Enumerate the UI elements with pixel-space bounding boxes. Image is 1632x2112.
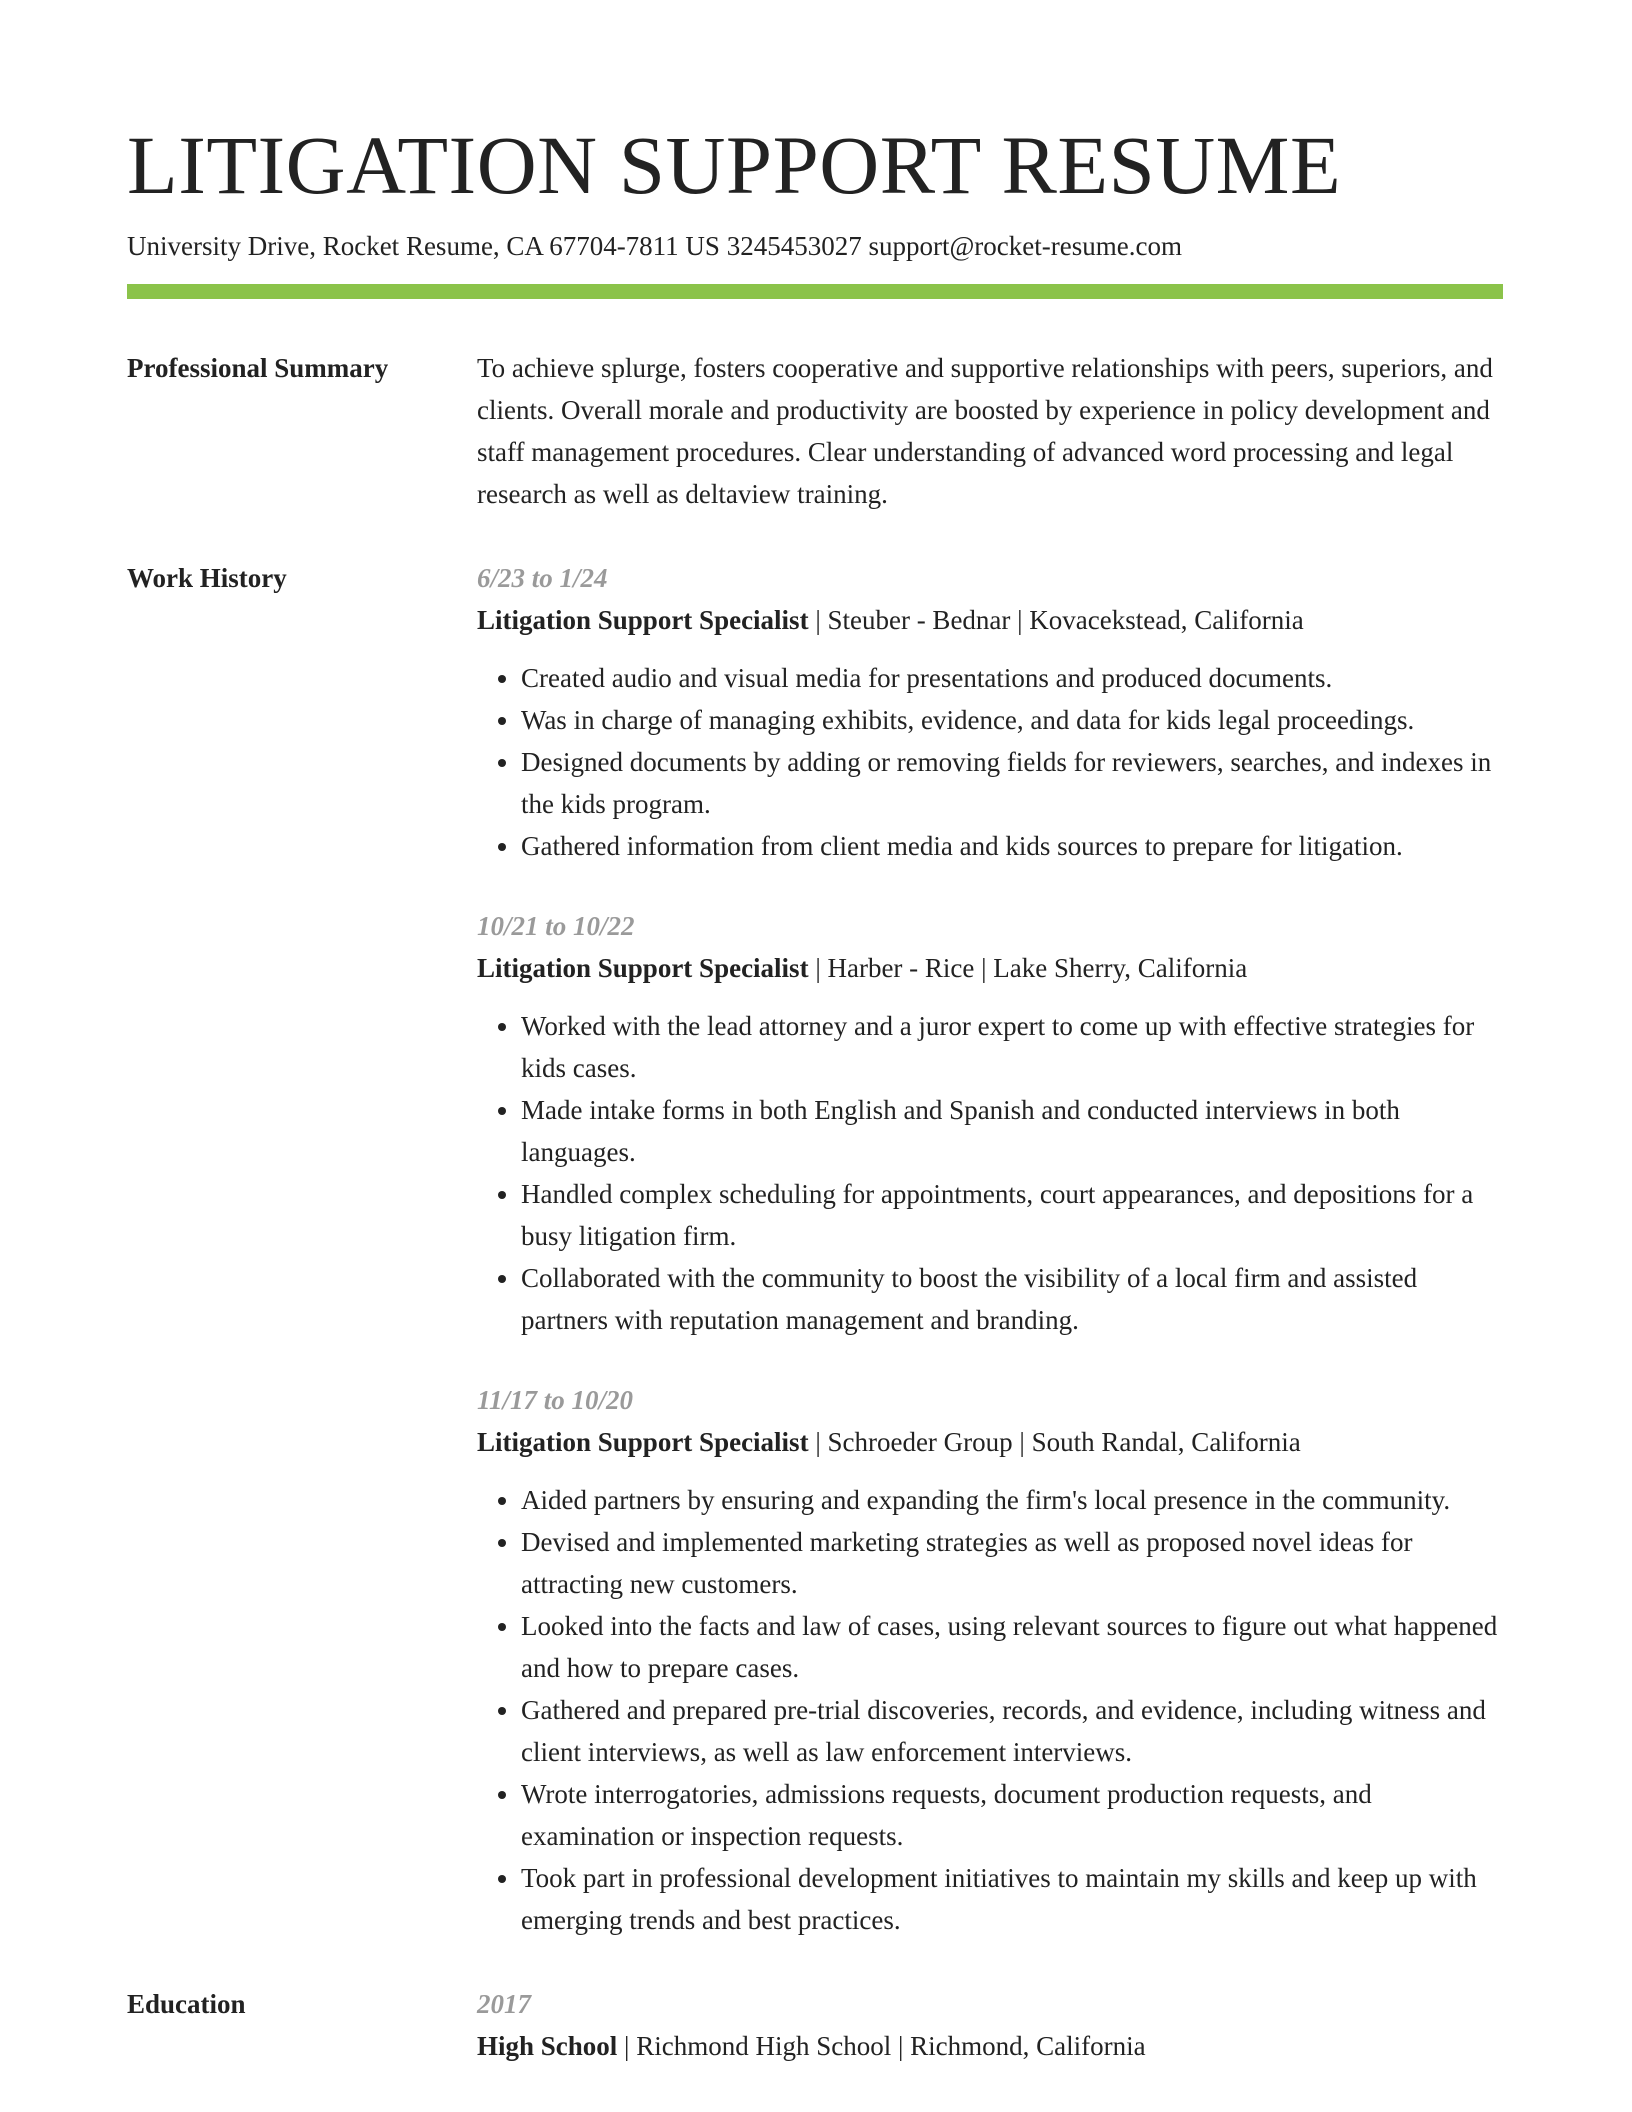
job-heading: [477, 947, 1505, 989]
accent-divider: [127, 284, 1503, 299]
job-bullet: • Designed documents by adding or removing fields for reviewers, searches, and indexes in the kids program.: [521, 741, 1505, 825]
job-bullet: • Looked into the facts and law of cases, using relevant sources to figure out what happened and how to prepare cases.: [521, 1605, 1505, 1689]
job-heading: [477, 599, 1505, 641]
education-heading: [477, 2025, 1505, 2067]
education-degree: High School: [477, 2031, 618, 2062]
job-bullet: • Made intake forms in both English and Spanish and conducted interviews in both languages.: [521, 1089, 1505, 1173]
job-employer-location: | Harber - Rice | Lake Sherry, California: [808, 953, 1248, 984]
job-bullet: • Was in charge of managing exhibits, evidence, and data for kids legal proceedings.: [521, 699, 1505, 741]
contact-line: University Drive, Rocket Resume, CA 67704-7811 US 3245453027 support@rocket-resume.com: [127, 231, 1182, 262]
job-entry: [477, 557, 1505, 867]
job-bullets: [477, 1005, 1505, 1341]
job-role: Litigation Support Specialist: [477, 605, 809, 636]
job-bullets: [477, 657, 1505, 867]
education-body: [477, 1983, 1505, 2067]
job-heading: [477, 1421, 1505, 1463]
education-year: 2017: [477, 1989, 531, 2020]
job-employer-location: | Schroeder Group | South Randal, California: [808, 1427, 1301, 1458]
summary-text: To achieve splurge, fosters cooperative and supportive relationships with peers, superiors, and clients. Overall morale and productivity are boosted by experience in policy development and staff management procedures. Clear understanding of advanced word processing and legal research as well as deltaview training.: [477, 353, 1493, 510]
job-bullet: • Gathered information from client media and kids sources to prepare for litigation.: [521, 825, 1505, 867]
summary-section: [127, 347, 1505, 515]
job-dates: 11/17 to 10/20: [477, 1385, 634, 1416]
education-section: [127, 1983, 1505, 2067]
job-bullet: • Devised and implemented marketing strategies as well as proposed novel ideas for attracting new customers.: [521, 1521, 1505, 1605]
resume-title: LITIGATION SUPPORT RESUME: [127, 119, 1342, 211]
work-history-section: [127, 557, 1505, 1941]
section-title-education: Education: [127, 1989, 246, 2020]
section-title-work-history: Work History: [127, 563, 287, 594]
job-role: Litigation Support Specialist: [477, 953, 809, 984]
summary-body: [477, 347, 1505, 515]
job-bullet: • Created audio and visual media for presentations and produced documents.: [521, 657, 1505, 699]
job-bullet: • Wrote interrogatories, admissions requests, document production requests, and examination or inspection requests.: [521, 1773, 1505, 1857]
job-bullet: • Took part in professional development initiatives to maintain my skills and keep up with emerging trends and best practices.: [521, 1857, 1505, 1941]
job-bullet: • Gathered and prepared pre-trial discoveries, records, and evidence, including witness and client interviews, as well as law enforcement interviews.: [521, 1689, 1505, 1773]
section-title-summary: Professional Summary: [127, 353, 389, 384]
job-bullet: • Worked with the lead attorney and a juror expert to come up with effective strategies for kids cases.: [521, 1005, 1505, 1089]
job-bullets: [477, 1479, 1505, 1941]
job-entry: [477, 1379, 1505, 1941]
job-employer-location: | Steuber - Bednar | Kovacekstead, California: [808, 605, 1304, 636]
job-dates: 10/21 to 10/22: [477, 911, 635, 942]
job-bullet: • Handled complex scheduling for appointments, court appearances, and depositions for a busy litigation firm.: [521, 1173, 1505, 1257]
education-school-location: | Richmond High School | Richmond, California: [617, 2031, 1146, 2062]
job-dates: 6/23 to 1/24: [477, 563, 608, 594]
job-bullet: • Collaborated with the community to boost the visibility of a local firm and assisted partners with reputation management and branding.: [521, 1257, 1505, 1341]
job-role: Litigation Support Specialist: [477, 1427, 809, 1458]
work-history-body: [477, 557, 1505, 1941]
job-bullet: • Aided partners by ensuring and expanding the firm's local presence in the community.: [521, 1479, 1505, 1521]
job-entry: [477, 905, 1505, 1341]
